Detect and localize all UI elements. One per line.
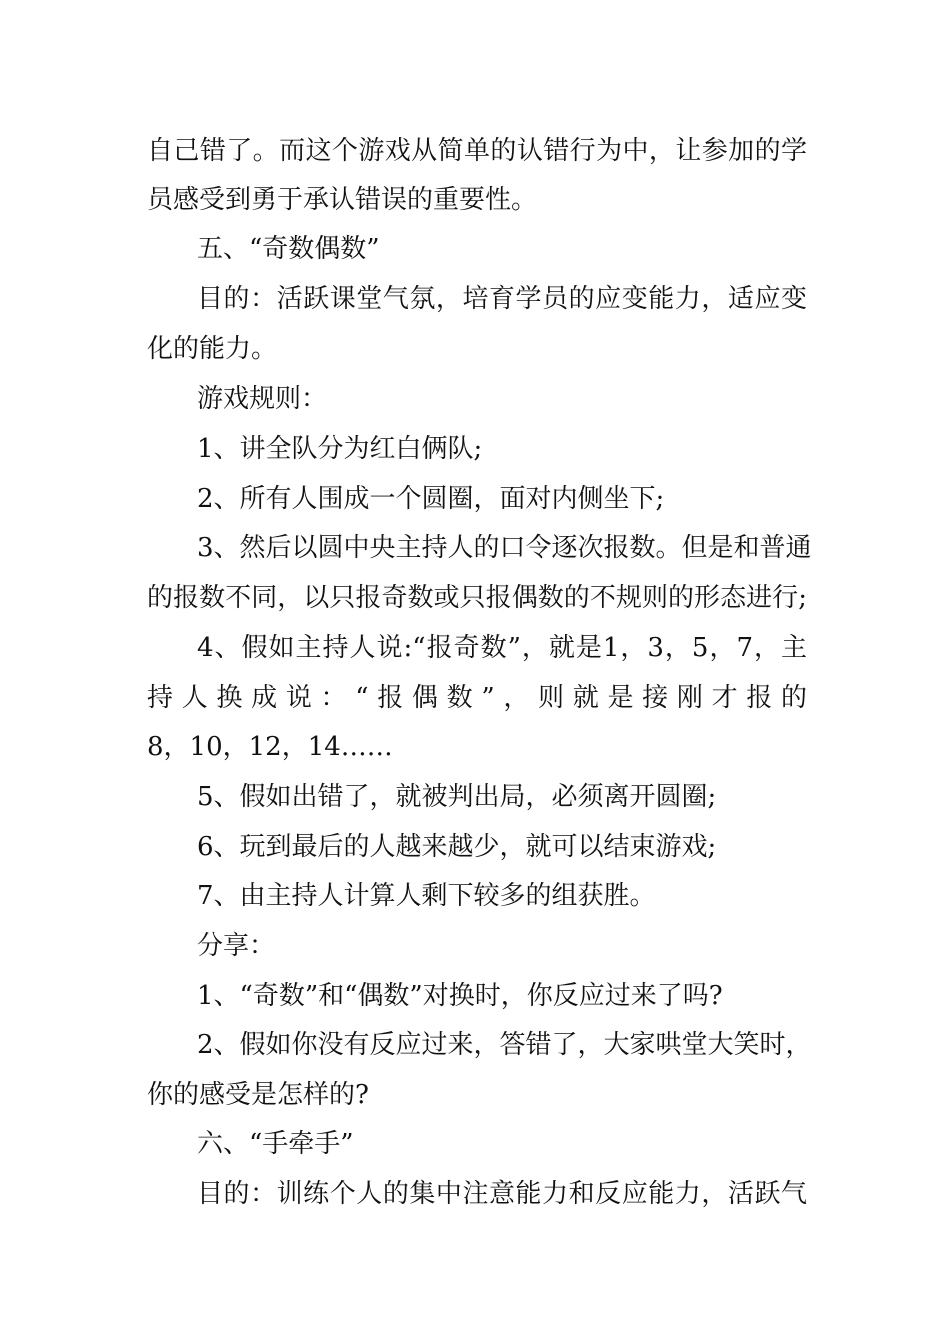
list-item: 1、“奇数”和“偶数”对换时，你反应过来了吗? [197, 981, 723, 1011]
text-line: 持人换成说：“报偶数”，则就是接刚才报的 [147, 683, 807, 713]
list-item: 3、然后以圆中央主持人的口令逐次报数。但是和普通 [197, 533, 812, 563]
list-item: 2、假如你没有反应过来，答错了，大家哄堂大笑时， [197, 1030, 812, 1060]
section-heading: 六、“手牵手” [197, 1129, 354, 1159]
text-line: 你的感受是怎样的? [147, 1080, 369, 1110]
text-line: 化的能力。 [147, 334, 278, 364]
list-item: 5、假如出错了，就被判出局，必须离开圆圈; [197, 782, 717, 812]
text-line: 自己错了。而这个游戏从简单的认错行为中，让参加的学 [147, 136, 807, 166]
list-item: 2、所有人围成一个圆圈，面对内侧坐下; [197, 484, 665, 514]
text-line: 分享： [197, 931, 276, 961]
text-line: 目的：训练个人的集中注意能力和反应能力，活跃气 [197, 1179, 807, 1209]
text-line: 的报数不同，以只报奇数或只报偶数的不规则的形态进行; [147, 583, 807, 613]
list-item: 6、玩到最后的人越来越少，就可以结束游戏; [197, 832, 717, 862]
list-item: 7、由主持人计算人剩下较多的组获胜。 [197, 881, 656, 911]
text-line: 目的：活跃课堂气氛，培育学员的应变能力，适应变 [197, 284, 807, 314]
list-item: 1、讲全队分为红白俩队; [197, 434, 483, 464]
text-line: 员感受到勇于承认错误的重要性。 [147, 185, 538, 215]
text-line: 8，10，12，14…… [147, 732, 393, 762]
text-line: 游戏规则： [197, 384, 328, 414]
section-heading: 五、“奇数偶数” [197, 234, 380, 264]
list-item: 4、假如主持人说:“报奇数”，就是1，3，5，7，主 [197, 633, 807, 663]
